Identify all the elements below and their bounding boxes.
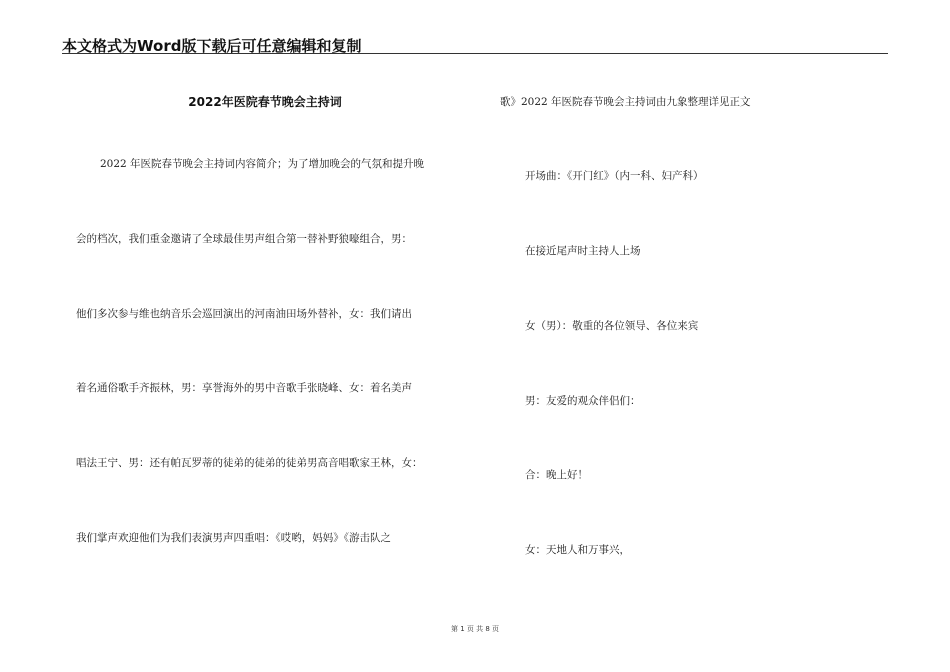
right-paragraph-line: 女（男）：敬重的各位领导、各位来宾 <box>525 320 699 332</box>
right-paragraph-line: 在接近尾声时主持人上场 <box>525 245 641 257</box>
left-paragraph-line: 2022 年医院春节晚会主持词内容简介；为了增加晚会的气氛和提升晚 <box>100 158 425 170</box>
right-paragraph-line: 男：友爱的观众伴侣们： <box>525 395 641 407</box>
page-indicator: 第 1 页 共 8 页 <box>450 625 500 633</box>
left-paragraph-line: 唱法王宁、男：还有帕瓦罗蒂的徒弟的徒弟的徒弟男高音唱歌家王林，女： <box>76 457 423 469</box>
right-paragraph-line: 开场曲：《开门红》（内一科、妇产科） <box>525 170 704 182</box>
left-paragraph-line: 着名通俗歌手齐振林，男：享誉海外的男中音歌手张晓峰、女：着名美声 <box>76 382 412 394</box>
right-paragraph-line: 女：天地人和万事兴， <box>525 544 630 556</box>
left-paragraph-line: 会的档次，我们重金邀请了全球最佳男声组合第一替补野狼嚎组合，男： <box>76 233 412 245</box>
left-paragraph-line: 我们掌声欢迎他们为我们表演男声四重唱：《哎哟，妈妈》《游击队之 <box>76 532 391 544</box>
header-divider <box>62 53 888 54</box>
right-paragraph-line: 合：晚上好！ <box>525 469 588 481</box>
left-paragraph-line: 他们多次参与维也纳音乐会巡回演出的河南油田场外替补，女：我们请出 <box>76 308 412 320</box>
header-title: 本文格式为Word版下载后可任意编辑和复制 <box>62 37 362 55</box>
document-title: 2022年医院春节晚会主持词 <box>188 95 342 109</box>
right-paragraph-line: 歌》2022 年医院春节晚会主持词由九象整理详见正文 <box>500 96 751 108</box>
